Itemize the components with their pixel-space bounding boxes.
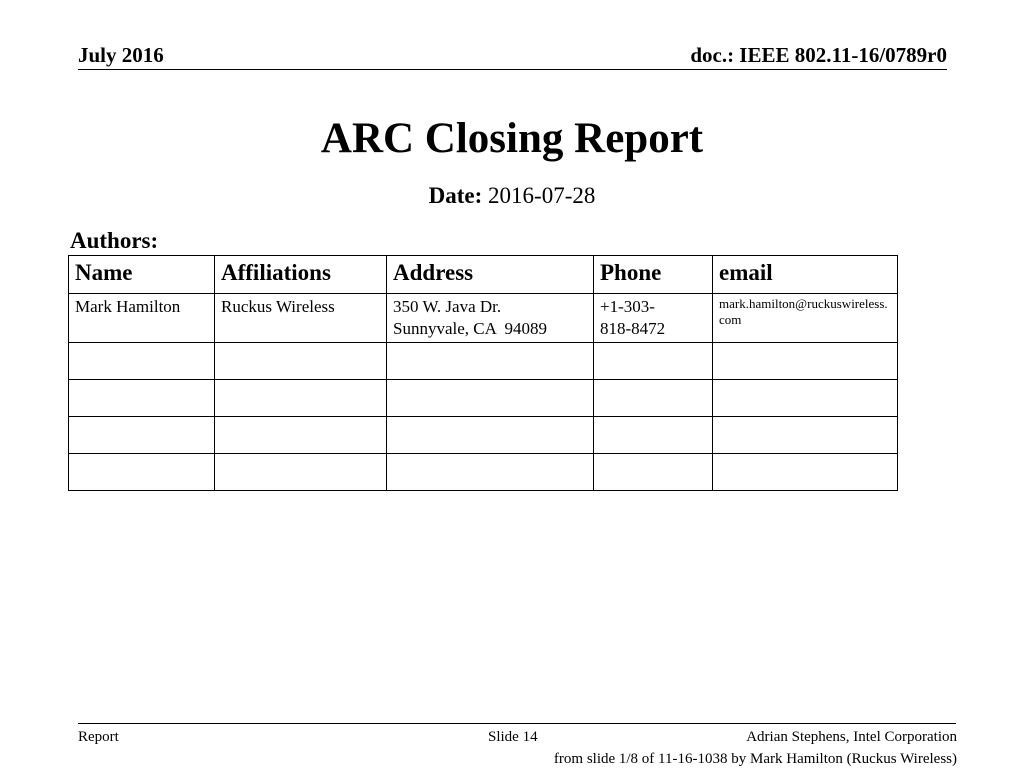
- empty-cell: [387, 343, 594, 380]
- empty-cell: [69, 454, 215, 491]
- header-doc-id: doc.: IEEE 802.11-16/0789r0: [690, 43, 947, 67]
- empty-cell: [69, 343, 215, 380]
- empty-cell: [594, 454, 713, 491]
- table-row: [69, 417, 898, 454]
- table-row: [69, 343, 898, 380]
- empty-cell: [69, 380, 215, 417]
- empty-cell: [215, 343, 387, 380]
- footer-source-note: from slide 1/8 of 11-16-1038 by Mark Hamilton (Ruckus Wireless): [553, 751, 957, 767]
- empty-cell: [69, 417, 215, 454]
- authors-table: [68, 255, 898, 491]
- empty-cell: [387, 380, 594, 417]
- header-rule: [78, 69, 947, 70]
- empty-cell: [594, 380, 713, 417]
- page-title: ARC Closing Report: [320, 115, 704, 162]
- column-header-affiliations: Affiliations: [215, 256, 387, 294]
- empty-cell: [215, 454, 387, 491]
- empty-cell: [713, 454, 898, 491]
- empty-cell: [215, 417, 387, 454]
- column-header-address: Address: [387, 256, 594, 294]
- phone-line-1: +1-303-: [600, 297, 655, 316]
- empty-cell: [594, 417, 713, 454]
- address-line-1: 350 W. Java Dr.: [393, 297, 502, 316]
- empty-cell: [713, 417, 898, 454]
- empty-cell: [713, 380, 898, 417]
- author-phone-cell: [594, 294, 713, 343]
- author-affiliation-cell: Ruckus Wireless: [215, 294, 387, 343]
- empty-cell: [713, 343, 898, 380]
- column-header-email: email: [713, 256, 898, 294]
- empty-cell: [387, 454, 594, 491]
- footer-report-label: Report: [78, 729, 119, 745]
- column-header-phone: Phone: [594, 256, 713, 294]
- author-address-cell: [387, 294, 594, 343]
- header-date: July 2016: [78, 43, 164, 67]
- date-value: 2016-07-28: [488, 183, 596, 208]
- empty-cell: [215, 380, 387, 417]
- footer-author: Adrian Stephens, Intel Corporation: [746, 729, 957, 745]
- empty-cell: [387, 417, 594, 454]
- table-row: [69, 380, 898, 417]
- date-label: Date:: [428, 183, 483, 208]
- phone-line-2: 818-8472: [600, 319, 666, 338]
- column-header-name: Name: [69, 256, 215, 294]
- address-line-2: Sunnyvale, CA 94089: [393, 319, 547, 338]
- author-name-cell: Mark Hamilton: [69, 294, 215, 343]
- table-row: [69, 294, 898, 343]
- footer-rule: [78, 723, 956, 724]
- author-email-cell: mark.hamilton@ruckuswireless.com: [713, 294, 898, 343]
- footer-slide-number: Slide 14: [488, 729, 538, 745]
- authors-label: Authors:: [70, 228, 159, 253]
- empty-cell: [594, 343, 713, 380]
- table-row: [69, 454, 898, 491]
- table-header-row: [69, 256, 898, 294]
- date-line: [0, 181, 1024, 211]
